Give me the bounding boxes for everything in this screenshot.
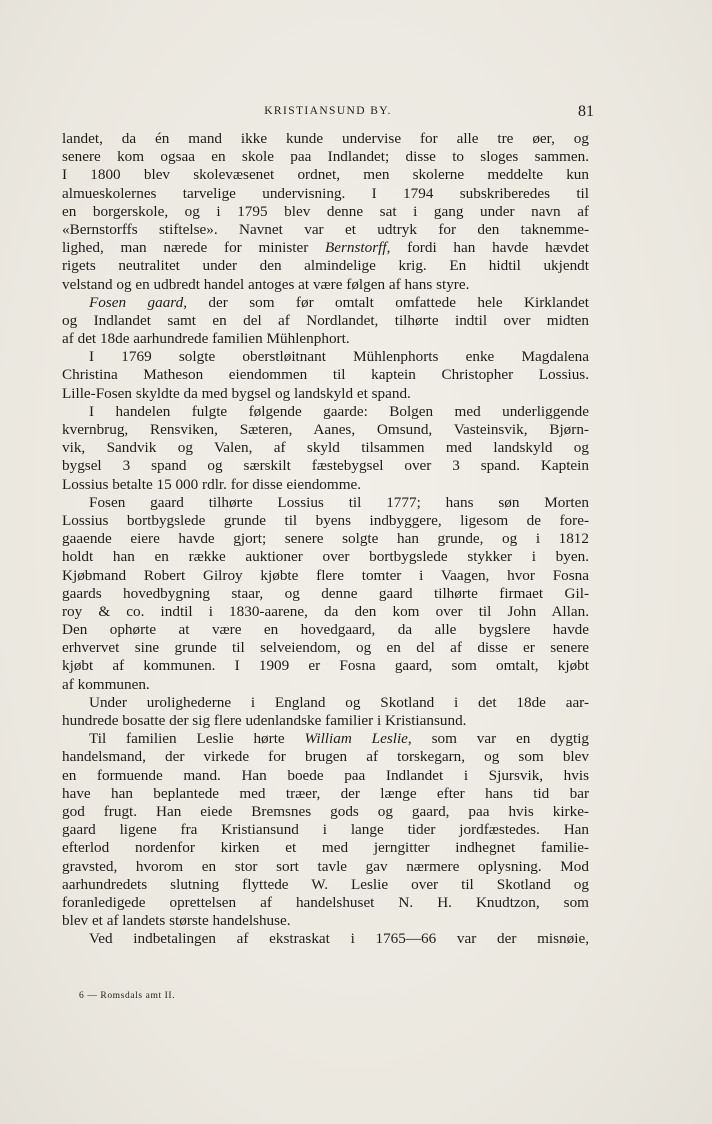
text-line: rigets neutralitet under den almindelige krig. En hidtil ukjendt — [62, 257, 589, 275]
body-text — [62, 130, 589, 948]
text-line: kjøbt af kommunen. I 1909 er Fosna gaard, som omtalt, kjøbt — [62, 657, 589, 675]
text-line: aarhundredets slutning flyttede W. Leslie over til Skotland og — [62, 875, 589, 893]
signature-mark: 6 — Romsdals amt II. — [79, 991, 176, 1001]
text-line: velstand og en udbredt handel antoges at være følgen af hans styre. — [62, 275, 470, 293]
text-line: en formuende mand. Han boede paa Indlandet i Sjursvik, hvis — [62, 766, 589, 784]
text-line: blev et af landets største handelshuse. — [62, 912, 291, 930]
text-line: I 1800 blev skolevæsenet ordnet, men skolerne meddelte kun — [62, 166, 589, 184]
text-line: af kommunen. — [62, 675, 150, 693]
running-title: KRISTIANSUND BY. — [264, 105, 392, 117]
text-line: erhvervet sine grunde til selveiendom, og en del af disse er senere — [62, 639, 589, 657]
text-line: gaard ligene fra Kristiansund i lange tider jordfæstedes. Han — [62, 821, 589, 839]
text-line: foranledigede oprettelsen af handelshuset N. H. Knudtzon, som — [62, 893, 589, 911]
running-head — [62, 103, 594, 123]
text-line: god frugt. Han eiede Bremsnes gods og gaard, paa hvis kirke- — [62, 802, 589, 820]
text-line: Lille-Fosen skyldte da med bygsel og landskyld et spand. — [62, 384, 411, 402]
text-line: Fosen gaard, der som før omtalt omfattede hele Kirklandet — [89, 293, 589, 311]
text-line: Den ophørte at være en hovedgaard, da alle bygslere havde — [62, 621, 589, 639]
text-line: gaards hovedbygning staar, og denne gaard tilhørte firmaet Gil- — [62, 584, 589, 602]
text-line: Under urolighederne i England og Skotland i det 18de aar- — [89, 693, 589, 711]
text-line: efterlod nordenfor kirken et med jerngitter indhegnet familie- — [62, 839, 589, 857]
text-line: kvernbrug, Rensviken, Sæteren, Aanes, Omsund, Vasteinsvik, Bjørn- — [62, 421, 589, 438]
text-line: handelsmand, der virkede for brugen af torskegarn, og som blev — [62, 748, 589, 766]
text-line: Lossius bortbygslede grunde til byens indbyggere, ligesom de fore- — [62, 511, 589, 529]
text-line: gravsted, hvorom en stor sort tavle gav nærmere oplysning. Mod — [62, 857, 589, 875]
text-line: I handelen fulgte følgende gaarde: Bolgen med underliggende — [89, 402, 589, 420]
text-line: Til familien Leslie hørte William Leslie, som var en dygtig — [89, 730, 589, 748]
text-line: I 1769 solgte oberstløitnant Mühlenphorts enke Magdalena — [89, 348, 589, 366]
text-line: Christina Matheson eiendommen til kaptein Christopher Lossius. — [62, 366, 589, 384]
text-line: almueskolernes tarvelige undervisning. I 1794 subskriberedes til — [62, 184, 589, 202]
page-number: 81 — [578, 103, 594, 120]
text-line: Ved indbetalingen af ekstraskat i 1765—66 var der misnøie, — [89, 930, 589, 948]
text-line: Fosen gaard tilhørte Lossius til 1777; hans søn Morten — [89, 493, 589, 511]
text-line: have han beplantede med træer, der længe efter hans tid bar — [62, 784, 589, 802]
text-line: bygsel 3 spand og særskilt fæstebygsel over 3 spand. Kaptein — [62, 457, 589, 475]
text-line: af det 18de aarhundrede familien Mühlenphort. — [62, 330, 350, 348]
text-line: senere kom ogsaa en skole paa Indlandet; disse to sloges sammen. — [62, 148, 589, 166]
text-line: en borgerskole, og i 1795 blev denne sat i gang under navn af — [62, 202, 589, 220]
text-line: lighed, man nærede for minister Bernstorff, fordi han havde hævdet — [62, 239, 589, 257]
text-line: Kjøbmand Robert Gilroy kjøbte flere tomter i Vaagen, hvor Fosna — [62, 566, 589, 584]
text-line: vik, Sandvik og Valen, af skyld tilsammen med landskyld og — [62, 439, 589, 457]
text-line: hundrede bosatte der sig flere udenlandske familier i Kristiansund. — [62, 712, 467, 729]
text-line: «Bernstorffs stiftelse». Navnet var et udtryk for den taknemme- — [62, 220, 589, 238]
text-line: og Indlandet samt en del af Nordlandet, tilhørte indtil over midten — [62, 311, 589, 329]
text-line: holdt han en række auktioner over bortbygslede stykker i byen. — [62, 548, 589, 566]
text-line: Lossius betalte 15 000 rdlr. for disse eiendomme. — [62, 475, 362, 493]
text-line: roy & co. indtil i 1830-aarene, da den kom over til John Allan. — [62, 602, 589, 620]
text-line: gaaende eiere havde gjort; senere solgte han grunde, og i 1812 — [62, 530, 589, 548]
text-line: landet, da én mand ikke kunde undervise for alle tre øer, og — [62, 130, 589, 147]
